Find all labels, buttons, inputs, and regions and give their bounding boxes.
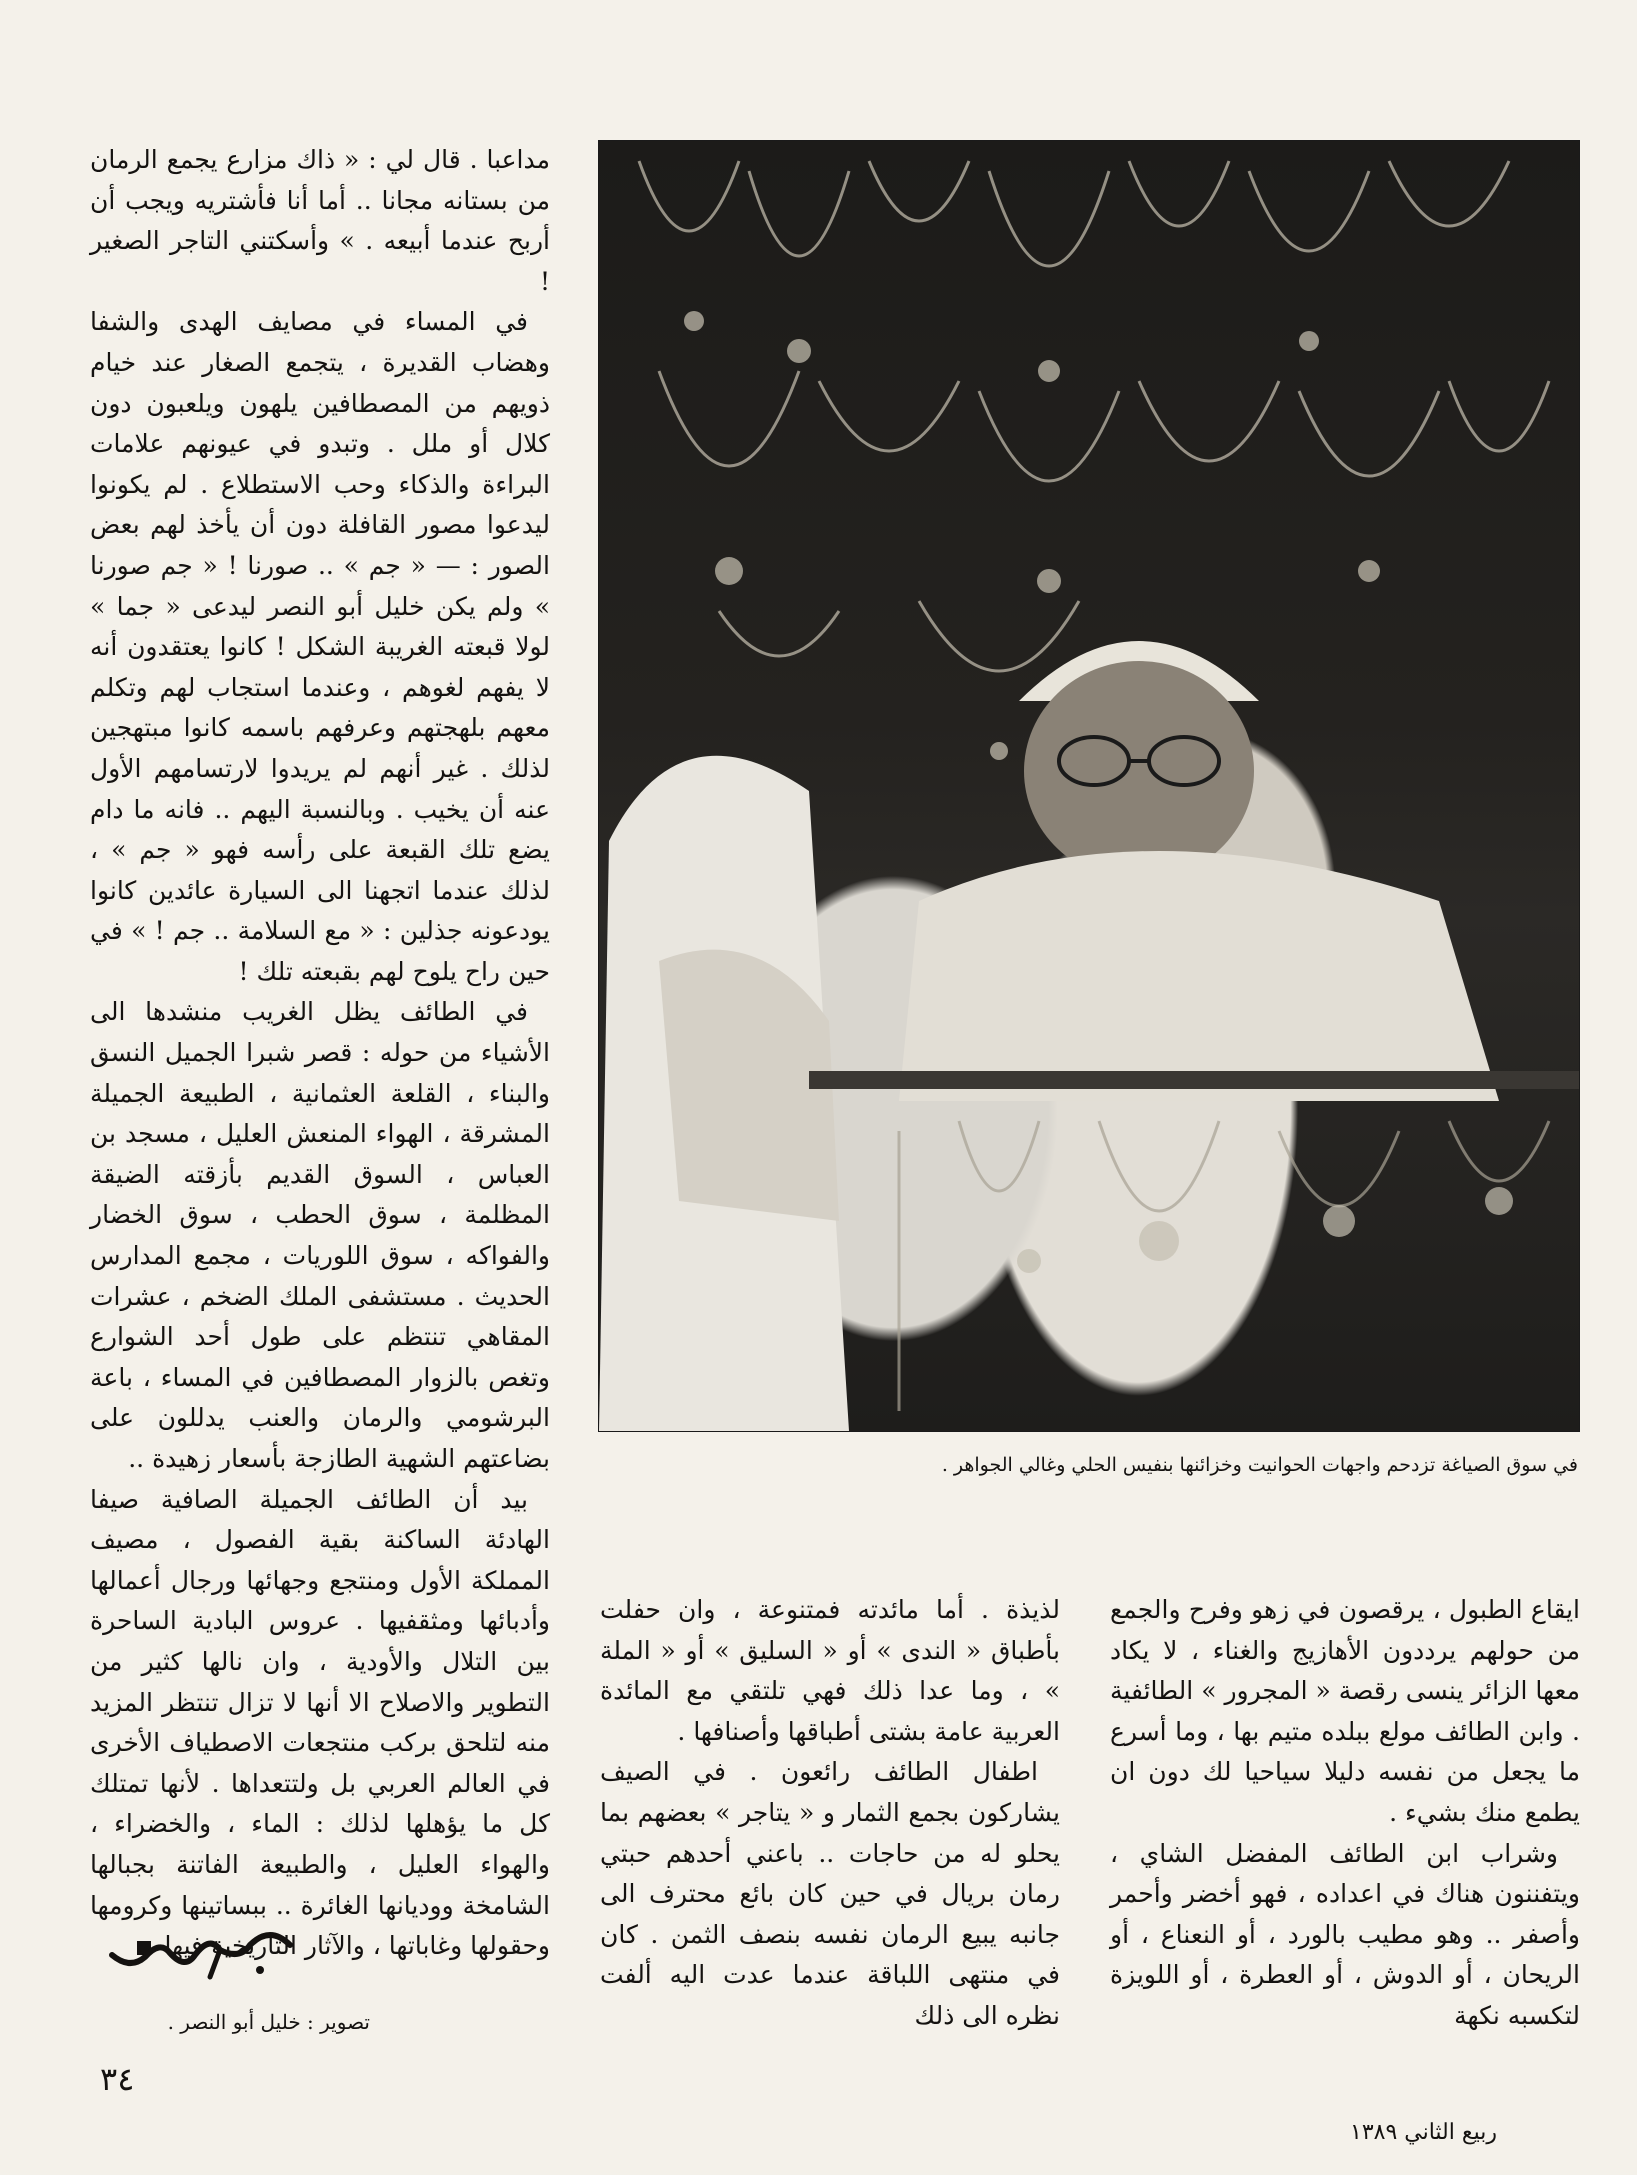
author-signature [100, 1915, 300, 1985]
paragraph: وشراب ابن الطائف المفضل الشاي ، ويتفننون هناك في اعداده ، فهو أخضر وأحمر وأصفر .. وهو مطيب بالورد ، أو النعناع ، أو الريحان ، أو الدوش ، أو العطرة ، أو اللويزة لتكسبه نكهة [1110, 1838, 1580, 2030]
issue-date: ربيع الثاني ١٣٨٩ [1350, 2120, 1497, 2145]
page-number: ٣٤ [100, 2060, 135, 2098]
jewelry-shop-photo [598, 140, 1580, 1432]
paragraph [90, 1480, 550, 1967]
paragraph: اطفال الطائف رائعون . في الصيف يشاركون بجمع الثمار و « يتاجر » بعضهم بما يحلو له من حاجات .. باعني أحدهم حبتي رمان بريال في حين كان بائع محترف الى جانبه يبيع الرمان نفسه بنصف الثمن . كان في منتهى اللباقة عندما عدت اليه ألفت نظره الى ذلك [600, 1757, 1060, 2030]
paragraph: مداعبا . قال لي : « ذاك مزارع يجمع الرمان من بستانه مجانا .. أما أنا فأشتريه ويجب أن أربح عندما أبيعه . » وأسكتني التاجر الصغير ! [90, 145, 550, 296]
paragraph: في المساء في مصايف الهدى والشفا وهضاب القديرة ، يتجمع الصغار عند خيام ذويهم من المصطافين يلهون ويلعبون دون كلال أو ملل . وتبدو في عيونهم علامات البراءة والذكاء وحب الاستطلاع . لم يكونوا ليدعوا مصور القافلة دون أن يأخذ لهم بعض الصور : — « جم » .. صورنا ! « جم صورنا » ولم يكن خليل أبو النصر ليدعى « جما » لولا قبعته الغريبة الشكل ! كانوا يعتقدون أنه لا يفهم لغوهم ، وعندما استجاب لهم وتكلم معهم بلهجتهم وعرفهم باسمه كانوا مبتهجين لذلك . غير أنهم لم يريدوا لارتسامهم الأول عنه أن يخيب . وبالنسبة اليهم .. فانه ما دام يضع تلك القبعة على رأسه فهو « جم » ، لذلك عندما اتجهنا الى السيارة عائدين كانوا يودعونه جذلين : « مع السلامة .. جم ! » في حين راح يلوح لهم بقبعته تلك ! [90, 307, 550, 986]
text-column-right [1110, 1590, 1580, 2037]
paragraph: ايقاع الطبول ، يرقصون في زهو وفرح والجمع من حولهم يرددون الأهازيج والغناء ، لا يكاد معها الزائر ينسى رقصة « المجرور » الطائفية . وابن الطائف مولع ببلده متيم بها ، وما أسرع ما يجعل من نفسه دليلا سياحيا لك دون ان يطمع منك بشيء . [1110, 1595, 1580, 1827]
paragraph: في الطائف يظل الغريب منشدها الى الأشياء من حوله : قصر شبرا الجميل النسق والبناء ، القلعة العثمانية ، الطبيعة الجميلة المشرقة ، الهواء المنعش العليل ، مسجد بن العباس ، السوق القديم بأزقته الضيقة المظلمة ، سوق الحطب ، سوق الخضار والفواكه ، سوق اللوريات ، مجمع المدارس الحديث . مستشفى الملك الضخم ، عشرات المقاهي تنتظم على طول أحد الشوارع وتغص بالزوار المصطافين في المساء ، باعة البرشومي والرمان والعنب يدللون على بضاعتهم الشهية الطازجة بأسعار زهيدة .. [90, 997, 550, 1473]
photo-illustration [599, 141, 1579, 1431]
text-column-left [90, 140, 550, 1967]
photo-credit: تصوير : خليل أبو النصر . [167, 2010, 370, 2034]
text-column-middle [600, 1590, 1060, 2037]
paragraph-text: بيد أن الطائف الجميلة الصافية صيفا الهادئة الساكنة بقية الفصول ، مصيف المملكة الأول ومنتجع وجهائها ورجال أعمالها وأدبائها ومثقفيها . عروس البادية الساحرة بين التلال والأودية ، وان نالها كثير من التطوير والاصلاح الا أنها لا تزال تنتظر المزيد منه لتلحق بركب منتجعات الاصطياف الأخرى في العالم العربي بل ولتتعداها . لأنها تمتلك كل ما يؤهلها لذلك : الماء ، والخضراء ، والهواء العليل ، والطبيعة الفاتنة بجبالها الشامخة ووديانها الغائرة .. ببساتينها وكرومها وحقولها وغاباتها ، والآثار التاريخية فيها [90, 1484, 550, 1961]
photo-caption: في سوق الصياغة تزدحم واجهات الحوانيت وخزائنها بنفيس الحلي وغالي الجواهر . [941, 1454, 1578, 1476]
paragraph: لذيذة . أما مائدته فمتنوعة ، وان حفلت بأطباق « الندى » أو « السليق » أو « الملة » ، وما عدا ذلك فهي تلتقي مع المائدة العربية عامة بشتى أطباقها وأصنافها . [600, 1595, 1060, 1746]
